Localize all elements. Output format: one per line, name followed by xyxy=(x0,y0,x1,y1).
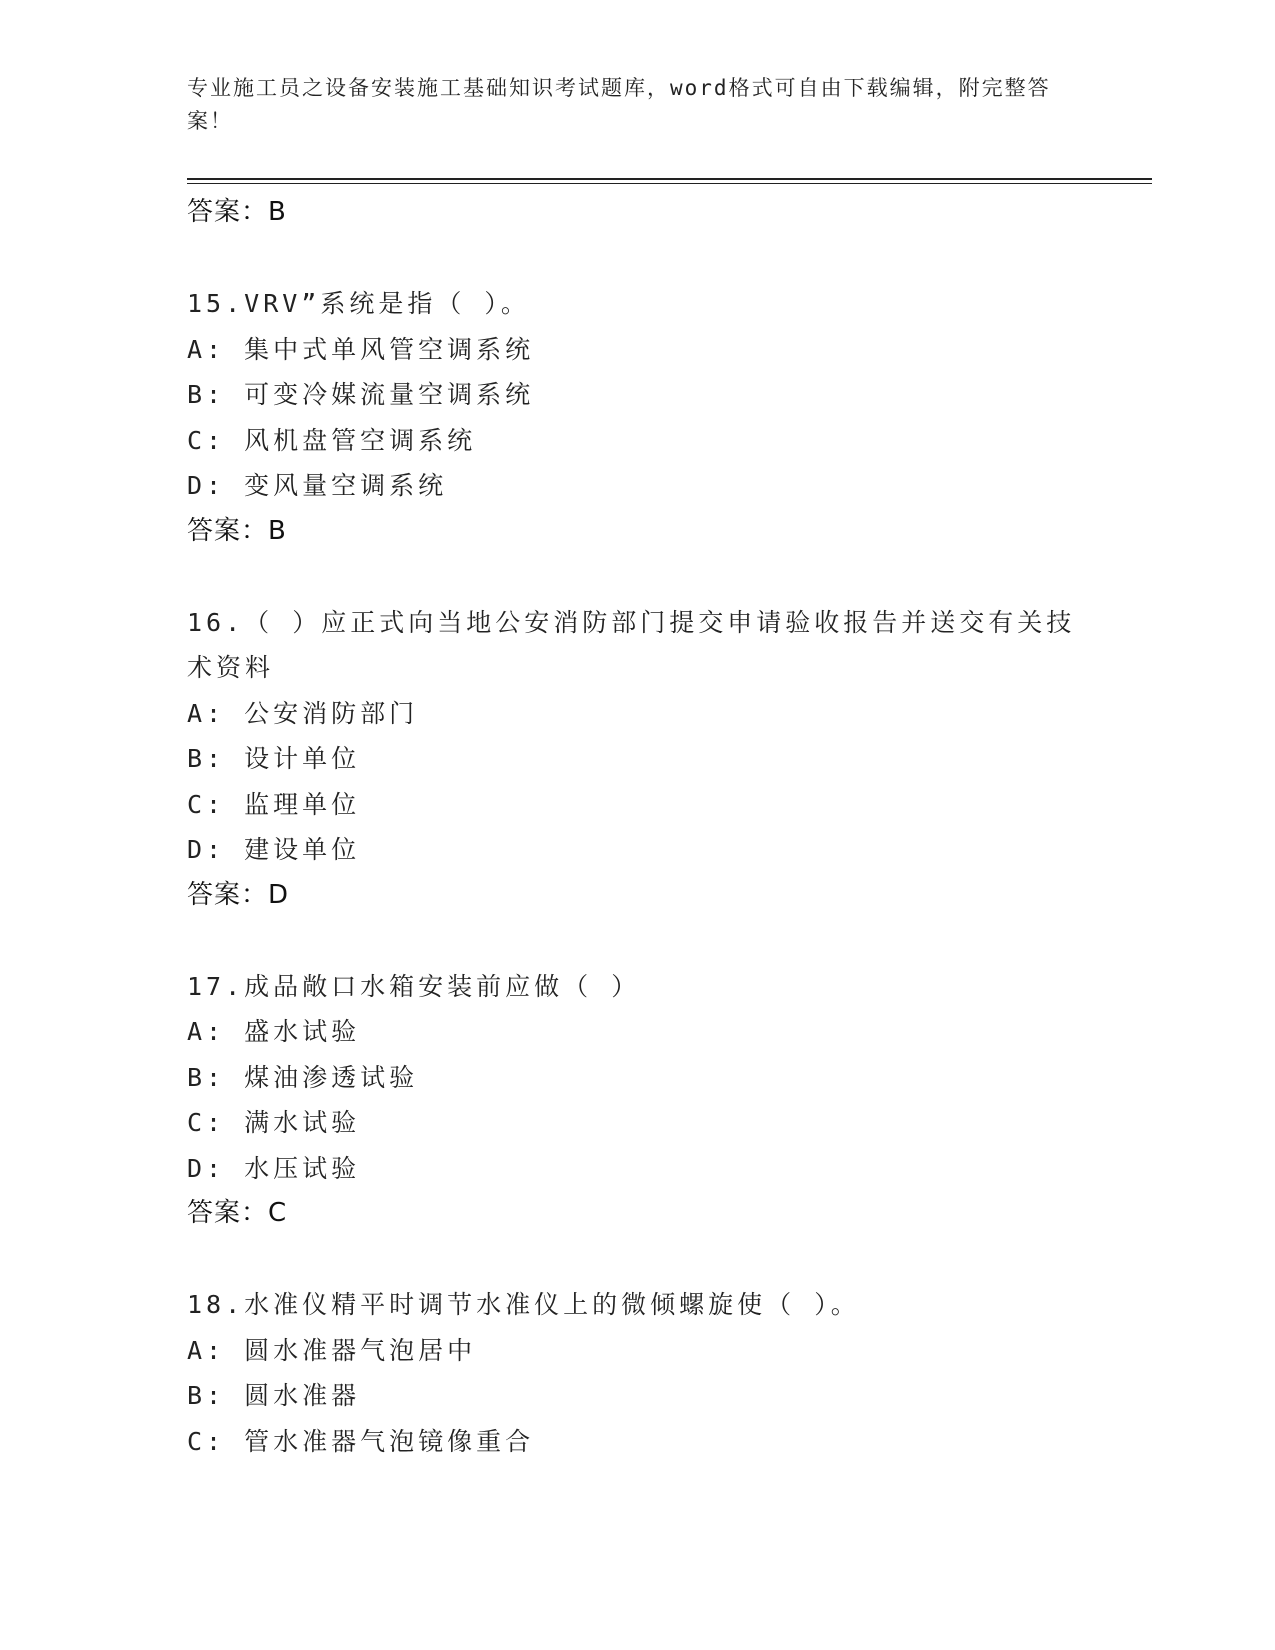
option-line: D: 水压试验 xyxy=(187,1153,361,1183)
spacer xyxy=(187,554,1087,600)
spacer xyxy=(187,1237,1087,1283)
question-list xyxy=(187,190,1087,1464)
option-line: A: 圆水准器气泡居中 xyxy=(187,1335,477,1365)
option-line: A: 盛水试验 xyxy=(187,1017,361,1046)
option-line: B: 煤油渗透试验 xyxy=(187,1062,419,1092)
question-text: 术资料 xyxy=(187,653,275,682)
header-divider-thick xyxy=(187,178,1152,180)
option-line: B: 可变冷媒流量空调系统 xyxy=(187,380,535,409)
document-intro: 专业施工员之设备安装施工基础知识考试题库，word格式可自由下载编辑，附完整答案！ xyxy=(187,76,1051,133)
answer-line: 答案：C xyxy=(187,1198,288,1228)
question-text: 16.（ ）应正式向当地公安消防部门提交申请验收报告并送交有关技 xyxy=(187,607,1076,637)
spacer xyxy=(187,918,1087,964)
answer-line: 答案：B xyxy=(187,515,287,546)
question-text: 15.VRV”系统是指（ ）。 xyxy=(187,289,530,318)
option-line: C: 管水准器气泡镜像重合 xyxy=(187,1426,535,1456)
option-line: A: 集中式单风管空调系统 xyxy=(187,334,535,364)
question-text: 18.水准仪精平时调节水准仪上的微倾螺旋使（ ）。 xyxy=(187,1290,860,1319)
option-line: D: 建设单位 xyxy=(187,835,361,864)
question-text: 17.成品敞口水箱安装前应做（ ） xyxy=(187,971,641,1001)
spacer xyxy=(187,236,1087,282)
option-line: C: 风机盘管空调系统 xyxy=(187,425,477,455)
option-line: D: 变风量空调系统 xyxy=(187,471,448,500)
option-line: A: 公安消防部门 xyxy=(187,698,419,728)
header-divider-thin xyxy=(187,183,1152,184)
answer-line: 答案：B xyxy=(187,197,287,227)
option-line: B: 设计单位 xyxy=(187,744,361,773)
option-line: B: 圆水准器 xyxy=(187,1381,361,1410)
option-line: C: 监理单位 xyxy=(187,789,361,819)
answer-line: 答案：D xyxy=(187,879,290,910)
option-line: C: 满水试验 xyxy=(187,1108,361,1137)
